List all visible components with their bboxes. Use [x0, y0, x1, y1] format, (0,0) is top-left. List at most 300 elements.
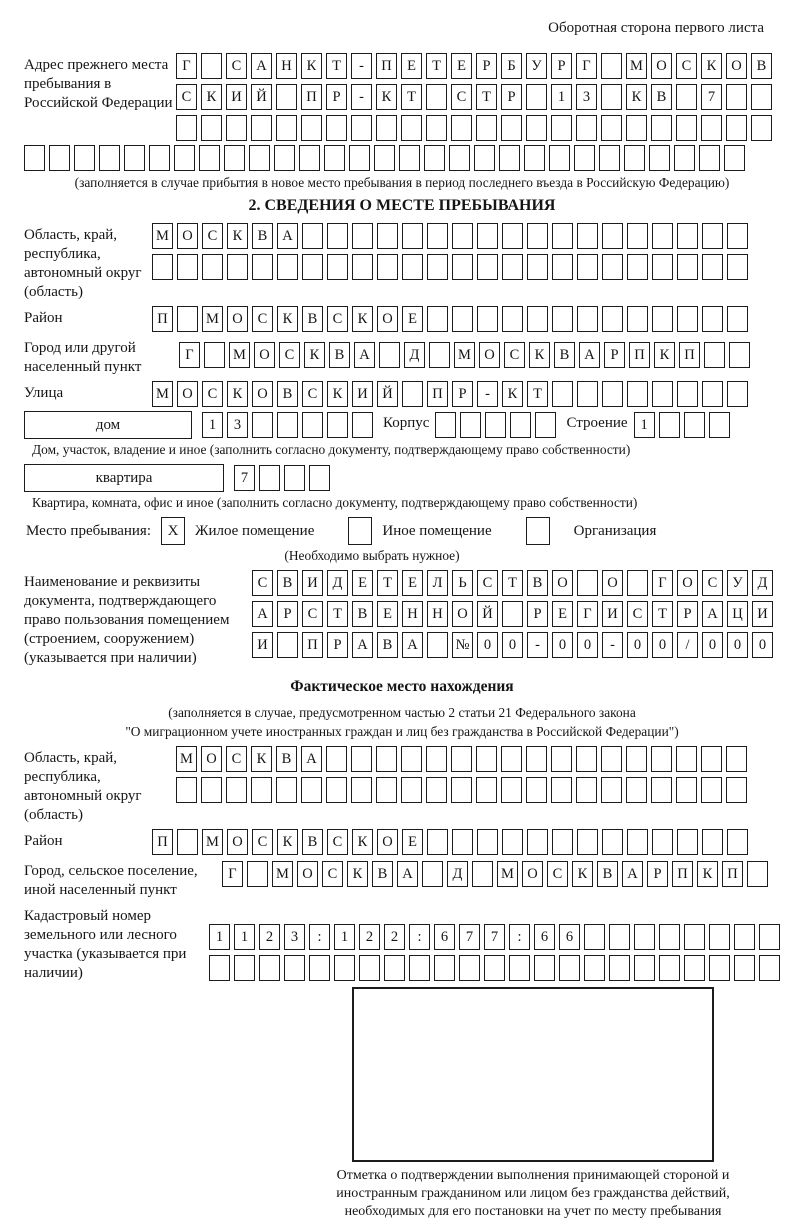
char-cell[interactable]: М [497, 861, 518, 887]
char-cell[interactable] [476, 746, 497, 772]
char-cell[interactable]: А [277, 223, 298, 249]
char-cell[interactable]: С [504, 342, 525, 368]
char-cell[interactable] [751, 84, 772, 110]
char-cell[interactable] [449, 145, 470, 171]
char-cell[interactable] [502, 223, 523, 249]
char-cell[interactable]: 2 [259, 924, 280, 950]
char-cell[interactable] [626, 777, 647, 803]
char-cell[interactable]: 3 [284, 924, 305, 950]
char-cell[interactable]: С [547, 861, 568, 887]
char-cell[interactable] [724, 145, 745, 171]
char-cell[interactable] [302, 254, 323, 280]
char-cell[interactable] [274, 145, 295, 171]
char-cell[interactable] [702, 223, 723, 249]
char-cell[interactable] [526, 746, 547, 772]
char-cell[interactable] [429, 342, 450, 368]
char-cell[interactable]: О [201, 746, 222, 772]
char-cell[interactable] [649, 145, 670, 171]
char-cell[interactable] [451, 777, 472, 803]
char-cell[interactable] [251, 115, 272, 141]
char-cell[interactable]: П [152, 306, 173, 332]
char-cell[interactable] [377, 223, 398, 249]
char-cell[interactable] [599, 145, 620, 171]
char-cell[interactable] [524, 145, 545, 171]
char-cell[interactable]: - [527, 632, 548, 658]
char-cell[interactable]: М [176, 746, 197, 772]
char-cell[interactable]: К [654, 342, 675, 368]
char-cell[interactable]: В [329, 342, 350, 368]
char-cell[interactable] [199, 145, 220, 171]
char-cell[interactable]: Н [276, 53, 297, 79]
char-cell[interactable]: 0 [752, 632, 773, 658]
char-cell[interactable] [526, 115, 547, 141]
char-cell[interactable]: 0 [652, 632, 673, 658]
char-cell[interactable]: 7 [484, 924, 505, 950]
char-cell[interactable]: Р [476, 53, 497, 79]
char-cell[interactable] [451, 115, 472, 141]
char-cell[interactable]: С [327, 306, 348, 332]
char-cell[interactable]: С [477, 570, 498, 596]
char-cell[interactable] [709, 412, 730, 438]
char-cell[interactable] [702, 381, 723, 407]
char-cell[interactable]: В [651, 84, 672, 110]
char-cell[interactable] [551, 115, 572, 141]
char-cell[interactable]: А [402, 632, 423, 658]
char-cell[interactable]: И [302, 570, 323, 596]
char-cell[interactable]: У [727, 570, 748, 596]
char-cell[interactable]: К [227, 223, 248, 249]
char-cell[interactable]: В [751, 53, 772, 79]
char-cell[interactable]: В [252, 223, 273, 249]
char-cell[interactable]: К [277, 306, 298, 332]
char-cell[interactable]: / [677, 632, 698, 658]
char-cell[interactable] [351, 777, 372, 803]
char-cell[interactable] [676, 777, 697, 803]
char-cell[interactable]: А [397, 861, 418, 887]
char-cell[interactable]: С [202, 381, 223, 407]
char-cell[interactable] [601, 84, 622, 110]
char-cell[interactable] [627, 223, 648, 249]
char-cell[interactable]: Т [426, 53, 447, 79]
char-cell[interactable] [301, 115, 322, 141]
char-cell[interactable] [204, 342, 225, 368]
char-cell[interactable] [477, 829, 498, 855]
char-cell[interactable]: М [202, 306, 223, 332]
char-cell[interactable]: 1 [334, 924, 355, 950]
char-cell[interactable]: С [252, 570, 273, 596]
char-cell[interactable] [484, 955, 505, 981]
char-cell[interactable] [502, 829, 523, 855]
char-cell[interactable] [427, 306, 448, 332]
char-cell[interactable] [351, 746, 372, 772]
char-cell[interactable]: О [677, 570, 698, 596]
char-cell[interactable] [674, 145, 695, 171]
char-cell[interactable]: Г [179, 342, 200, 368]
char-cell[interactable]: А [251, 53, 272, 79]
char-cell[interactable]: К [626, 84, 647, 110]
char-cell[interactable] [476, 777, 497, 803]
char-cell[interactable]: О [177, 381, 198, 407]
char-cell[interactable] [602, 223, 623, 249]
char-cell[interactable] [527, 829, 548, 855]
char-cell[interactable] [409, 955, 430, 981]
char-cell[interactable] [727, 829, 748, 855]
char-cell[interactable] [477, 306, 498, 332]
char-cell[interactable] [474, 145, 495, 171]
char-cell[interactable] [459, 955, 480, 981]
char-cell[interactable]: 0 [727, 632, 748, 658]
char-cell[interactable]: А [354, 342, 375, 368]
char-cell[interactable] [202, 254, 223, 280]
char-cell[interactable] [510, 412, 531, 438]
char-cell[interactable] [277, 412, 298, 438]
char-cell[interactable] [177, 306, 198, 332]
char-cell[interactable]: Н [427, 601, 448, 627]
char-cell[interactable] [652, 254, 673, 280]
char-cell[interactable] [651, 115, 672, 141]
char-cell[interactable] [452, 306, 473, 332]
char-cell[interactable] [234, 955, 255, 981]
char-cell[interactable] [435, 412, 456, 438]
char-cell[interactable]: И [226, 84, 247, 110]
char-cell[interactable]: Д [327, 570, 348, 596]
char-cell[interactable]: О [227, 306, 248, 332]
char-cell[interactable] [327, 223, 348, 249]
char-cell[interactable]: В [277, 570, 298, 596]
char-cell[interactable] [324, 145, 345, 171]
char-cell[interactable]: 0 [702, 632, 723, 658]
char-cell[interactable] [552, 306, 573, 332]
char-cell[interactable]: В [597, 861, 618, 887]
char-cell[interactable]: Г [222, 861, 243, 887]
char-cell[interactable]: О [602, 570, 623, 596]
char-cell[interactable] [452, 254, 473, 280]
char-cell[interactable]: К [251, 746, 272, 772]
char-cell[interactable]: О [651, 53, 672, 79]
char-cell[interactable] [627, 829, 648, 855]
char-cell[interactable] [352, 412, 373, 438]
char-cell[interactable] [502, 306, 523, 332]
char-cell[interactable] [460, 412, 481, 438]
char-cell[interactable]: К [352, 829, 373, 855]
char-cell[interactable]: Т [326, 53, 347, 79]
char-cell[interactable]: Й [377, 381, 398, 407]
char-cell[interactable] [527, 306, 548, 332]
char-cell[interactable] [99, 145, 120, 171]
char-cell[interactable] [177, 829, 198, 855]
char-cell[interactable] [726, 746, 747, 772]
char-cell[interactable]: И [602, 601, 623, 627]
char-cell[interactable] [684, 412, 705, 438]
char-cell[interactable] [677, 254, 698, 280]
char-cell[interactable] [609, 955, 630, 981]
char-cell[interactable]: : [509, 924, 530, 950]
char-cell[interactable]: 1 [202, 412, 223, 438]
char-cell[interactable]: И [252, 632, 273, 658]
char-cell[interactable]: - [351, 84, 372, 110]
inoe-checkbox[interactable] [348, 517, 372, 545]
char-cell[interactable] [634, 955, 655, 981]
char-cell[interactable] [584, 955, 605, 981]
char-cell[interactable]: : [409, 924, 430, 950]
char-cell[interactable]: 2 [359, 924, 380, 950]
char-cell[interactable] [602, 254, 623, 280]
char-cell[interactable]: О [177, 223, 198, 249]
char-cell[interactable]: - [477, 381, 498, 407]
char-cell[interactable] [709, 955, 730, 981]
char-cell[interactable] [751, 115, 772, 141]
char-cell[interactable]: О [254, 342, 275, 368]
char-cell[interactable]: Р [677, 601, 698, 627]
char-cell[interactable] [424, 145, 445, 171]
char-cell[interactable] [652, 306, 673, 332]
char-cell[interactable] [374, 145, 395, 171]
char-cell[interactable]: О [377, 829, 398, 855]
char-cell[interactable] [384, 955, 405, 981]
char-cell[interactable]: П [679, 342, 700, 368]
char-cell[interactable]: К [697, 861, 718, 887]
char-cell[interactable] [326, 115, 347, 141]
char-cell[interactable]: С [327, 829, 348, 855]
char-cell[interactable] [359, 955, 380, 981]
char-cell[interactable] [259, 465, 280, 491]
char-cell[interactable]: М [152, 381, 173, 407]
char-cell[interactable]: Т [401, 84, 422, 110]
char-cell[interactable] [727, 254, 748, 280]
char-cell[interactable]: В [372, 861, 393, 887]
char-cell[interactable] [602, 306, 623, 332]
char-cell[interactable] [24, 145, 45, 171]
char-cell[interactable]: Р [277, 601, 298, 627]
char-cell[interactable]: С [279, 342, 300, 368]
char-cell[interactable] [49, 145, 70, 171]
char-cell[interactable]: С [302, 601, 323, 627]
char-cell[interactable] [502, 254, 523, 280]
char-cell[interactable] [426, 115, 447, 141]
char-cell[interactable]: Т [377, 570, 398, 596]
char-cell[interactable] [534, 955, 555, 981]
char-cell[interactable]: Е [552, 601, 573, 627]
char-cell[interactable]: 7 [701, 84, 722, 110]
char-cell[interactable] [302, 223, 323, 249]
char-cell[interactable]: К [304, 342, 325, 368]
char-cell[interactable]: О [227, 829, 248, 855]
char-cell[interactable] [327, 254, 348, 280]
char-cell[interactable] [427, 632, 448, 658]
char-cell[interactable]: 6 [534, 924, 555, 950]
char-cell[interactable] [659, 955, 680, 981]
char-cell[interactable] [427, 829, 448, 855]
char-cell[interactable] [427, 223, 448, 249]
char-cell[interactable] [699, 145, 720, 171]
char-cell[interactable]: 6 [559, 924, 580, 950]
char-cell[interactable] [651, 777, 672, 803]
char-cell[interactable]: 0 [627, 632, 648, 658]
char-cell[interactable] [626, 115, 647, 141]
char-cell[interactable]: Е [402, 306, 423, 332]
char-cell[interactable] [377, 254, 398, 280]
char-cell[interactable]: Р [604, 342, 625, 368]
char-cell[interactable]: В [302, 829, 323, 855]
char-cell[interactable] [727, 223, 748, 249]
char-cell[interactable] [726, 777, 747, 803]
char-cell[interactable] [302, 412, 323, 438]
char-cell[interactable] [247, 861, 268, 887]
char-cell[interactable] [627, 306, 648, 332]
char-cell[interactable] [252, 412, 273, 438]
char-cell[interactable]: И [352, 381, 373, 407]
char-cell[interactable]: П [152, 829, 173, 855]
char-cell[interactable] [684, 924, 705, 950]
char-cell[interactable]: С [252, 306, 273, 332]
char-cell[interactable]: М [454, 342, 475, 368]
char-cell[interactable] [659, 412, 680, 438]
char-cell[interactable]: А [352, 632, 373, 658]
char-cell[interactable] [451, 746, 472, 772]
char-cell[interactable]: К [701, 53, 722, 79]
char-cell[interactable]: П [302, 632, 323, 658]
char-cell[interactable]: В [277, 381, 298, 407]
char-cell[interactable] [726, 115, 747, 141]
char-cell[interactable]: О [252, 381, 273, 407]
char-cell[interactable]: 0 [502, 632, 523, 658]
char-cell[interactable] [601, 115, 622, 141]
char-cell[interactable] [434, 955, 455, 981]
char-cell[interactable] [701, 115, 722, 141]
char-cell[interactable]: Д [752, 570, 773, 596]
char-cell[interactable] [704, 342, 725, 368]
char-cell[interactable] [576, 746, 597, 772]
char-cell[interactable] [659, 924, 680, 950]
char-cell[interactable]: М [202, 829, 223, 855]
char-cell[interactable] [485, 412, 506, 438]
char-cell[interactable]: П [722, 861, 743, 887]
char-cell[interactable]: М [272, 861, 293, 887]
char-cell[interactable]: № [452, 632, 473, 658]
char-cell[interactable] [677, 223, 698, 249]
char-cell[interactable]: Р [551, 53, 572, 79]
char-cell[interactable]: В [302, 306, 323, 332]
char-cell[interactable]: Й [477, 601, 498, 627]
char-cell[interactable]: Т [652, 601, 673, 627]
char-cell[interactable]: Й [251, 84, 272, 110]
char-cell[interactable] [501, 115, 522, 141]
char-cell[interactable]: О [522, 861, 543, 887]
char-cell[interactable] [499, 145, 520, 171]
char-cell[interactable] [676, 746, 697, 772]
char-cell[interactable] [552, 829, 573, 855]
char-cell[interactable]: С [322, 861, 343, 887]
char-cell[interactable] [326, 777, 347, 803]
char-cell[interactable] [472, 861, 493, 887]
char-cell[interactable]: В [276, 746, 297, 772]
char-cell[interactable] [259, 955, 280, 981]
char-cell[interactable] [477, 254, 498, 280]
char-cell[interactable]: О [479, 342, 500, 368]
char-cell[interactable] [577, 829, 598, 855]
char-cell[interactable] [501, 746, 522, 772]
char-cell[interactable] [726, 84, 747, 110]
char-cell[interactable]: Н [402, 601, 423, 627]
zhiloe-checkbox[interactable]: X [161, 517, 185, 545]
char-cell[interactable] [476, 115, 497, 141]
char-cell[interactable] [527, 254, 548, 280]
char-cell[interactable]: О [377, 306, 398, 332]
char-cell[interactable] [684, 955, 705, 981]
char-cell[interactable] [351, 115, 372, 141]
char-cell[interactable] [277, 254, 298, 280]
char-cell[interactable] [227, 254, 248, 280]
char-cell[interactable]: 6 [434, 924, 455, 950]
char-cell[interactable] [627, 381, 648, 407]
char-cell[interactable] [376, 777, 397, 803]
char-cell[interactable]: М [229, 342, 250, 368]
char-cell[interactable] [609, 924, 630, 950]
char-cell[interactable] [602, 829, 623, 855]
char-cell[interactable] [401, 115, 422, 141]
char-cell[interactable]: К [327, 381, 348, 407]
char-cell[interactable]: С [202, 223, 223, 249]
kvartira-type-box[interactable]: квартира [24, 464, 224, 492]
char-cell[interactable]: В [527, 570, 548, 596]
char-cell[interactable] [624, 145, 645, 171]
char-cell[interactable]: У [526, 53, 547, 79]
char-cell[interactable] [74, 145, 95, 171]
char-cell[interactable]: С [252, 829, 273, 855]
char-cell[interactable] [709, 924, 730, 950]
char-cell[interactable]: Р [452, 381, 473, 407]
char-cell[interactable]: К [201, 84, 222, 110]
char-cell[interactable] [376, 115, 397, 141]
char-cell[interactable]: В [377, 632, 398, 658]
char-cell[interactable] [577, 254, 598, 280]
char-cell[interactable] [301, 777, 322, 803]
char-cell[interactable] [759, 924, 780, 950]
char-cell[interactable] [577, 223, 598, 249]
char-cell[interactable] [201, 777, 222, 803]
char-cell[interactable] [577, 381, 598, 407]
char-cell[interactable]: В [352, 601, 373, 627]
char-cell[interactable] [652, 829, 673, 855]
char-cell[interactable] [402, 223, 423, 249]
char-cell[interactable] [326, 746, 347, 772]
char-cell[interactable]: Т [527, 381, 548, 407]
char-cell[interactable] [201, 115, 222, 141]
char-cell[interactable]: С [676, 53, 697, 79]
char-cell[interactable] [226, 115, 247, 141]
char-cell[interactable] [584, 924, 605, 950]
char-cell[interactable] [422, 861, 443, 887]
char-cell[interactable]: П [629, 342, 650, 368]
char-cell[interactable] [651, 746, 672, 772]
char-cell[interactable] [284, 465, 305, 491]
char-cell[interactable] [701, 746, 722, 772]
char-cell[interactable]: А [622, 861, 643, 887]
char-cell[interactable] [477, 223, 498, 249]
char-cell[interactable]: П [301, 84, 322, 110]
char-cell[interactable] [702, 254, 723, 280]
char-cell[interactable]: С [176, 84, 197, 110]
char-cell[interactable]: К [572, 861, 593, 887]
char-cell[interactable]: Д [404, 342, 425, 368]
char-cell[interactable] [201, 53, 222, 79]
char-cell[interactable]: 0 [477, 632, 498, 658]
char-cell[interactable] [676, 84, 697, 110]
char-cell[interactable] [124, 145, 145, 171]
char-cell[interactable] [702, 829, 723, 855]
char-cell[interactable] [334, 955, 355, 981]
char-cell[interactable] [501, 777, 522, 803]
